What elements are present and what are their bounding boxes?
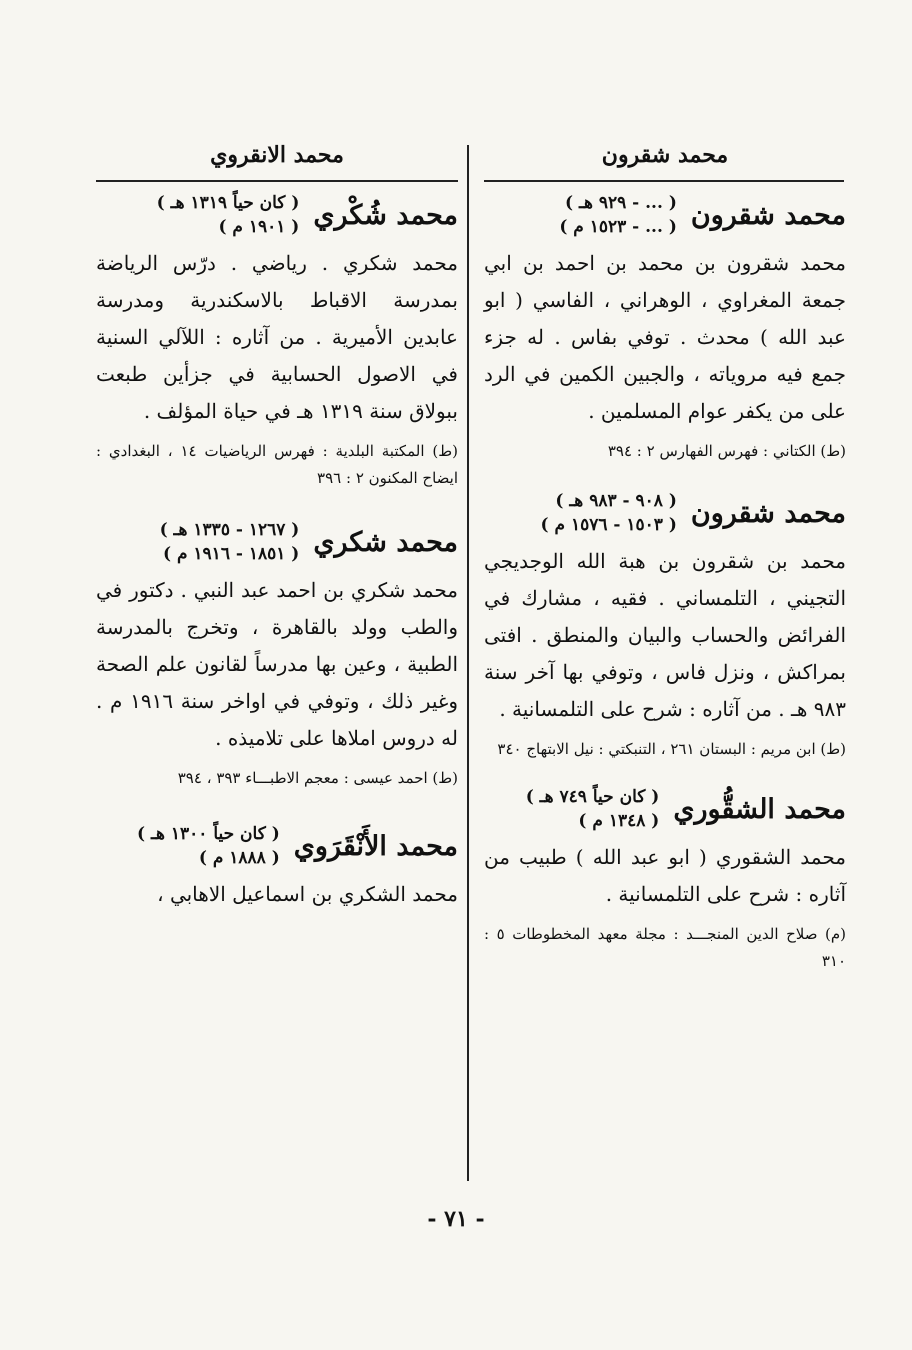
- left-column-header: محمد الانقروي: [210, 142, 344, 168]
- date-gregorian: ( ١٨٥١ - ١٩١٦ م ): [163, 544, 300, 564]
- entry-source: (ط) ابن مريم : البستان ٢٦١ ، التنبكتي : نيل الابتهاج ٣٤٠: [497, 740, 846, 758]
- date-gregorian: ( ١٣٤٨ م ): [578, 811, 660, 831]
- entry-name: محمد الأَنْقَرَوي: [293, 830, 458, 862]
- entry-name: محمد شُكْري: [313, 199, 458, 231]
- entry-heading: [96, 191, 458, 239]
- entry: [484, 191, 846, 465]
- date-hijri: ( ٩٠٨ - ٩٨٣ هـ ): [555, 491, 677, 511]
- entry: [96, 191, 458, 492]
- entry-body: محمد الشقوري ( ابو عبد الله ) طبيب من آثاره : شرح على التلمسانية .: [484, 845, 846, 906]
- entry-heading: [96, 822, 458, 870]
- entry: [96, 822, 458, 913]
- date-hijri: ( كان حياً ١٣٠٠ هـ ): [137, 824, 280, 844]
- entry-body: محمد شكري بن احمد عبد النبي . دكتور في والطب وولد بالقاهرة ، وتخرج بالمدرسة الطبية ، وعين بها مدرساً لقانون علم الصحة وغير ذلك ، وتوفي في اواخر سنة ١٩١٦ م . له دروس املاها على تلاميذه .: [96, 578, 458, 750]
- entry-name: محمد الشقُّوري: [673, 793, 846, 825]
- entry-source: (ط) احمد عيسى : معجم الاطبـــاء ٣٩٣ ، ٣٩٤: [177, 769, 458, 787]
- entry-name: محمد شقرون: [690, 199, 846, 231]
- date-gregorian: ( ١٩٠١ م ): [218, 217, 300, 237]
- entry-dates: [526, 785, 660, 833]
- entry-body: محمد شكري . رياضي . درّس الرياضة بمدرسة الاقباط بالاسكندرية ومدرسة عابدين الأميرية . من آثاره : اللآلي السنية في الاصول الحسابية في جزأين طبعت ببولاق سنة ١٣١٩ هـ في حياة المؤلف .: [96, 251, 458, 423]
- entry-body: محمد الشكري بن اسماعيل الاهابي ،: [157, 882, 458, 906]
- right-column-header: محمد شقرون: [601, 142, 729, 168]
- entry-dates: [559, 191, 677, 239]
- entry-source: (ط) المكتبة البلدية : فهرس الرياضيات ١٤ ، البغدادي : ايضاح المكنون ٢ : ٣٩٦: [96, 442, 458, 487]
- entry-dates: [541, 489, 677, 537]
- entry: [484, 489, 846, 763]
- entry-source: (م) صلاح الدين المنجـــد : مجلة معهد المخطوطات ٥ : ٣١٠: [484, 925, 847, 970]
- date-gregorian: ( ١٨٨٨ م ): [198, 848, 280, 868]
- date-hijri: ( ١٢٦٧ - ١٣٣٥ هـ ): [159, 520, 300, 540]
- entry-dates: [157, 191, 300, 239]
- entry-name: محمد شكري: [313, 526, 458, 558]
- entry: [96, 518, 458, 792]
- page-number: - ٧١ -: [427, 1206, 485, 1232]
- entry-dates: [160, 518, 300, 566]
- entry-heading: [484, 191, 846, 239]
- date-hijri: ( كان حياً ١٣١٩ هـ ): [156, 193, 300, 213]
- date-gregorian: ( ١٥٠٣ - ١٥٧٦ م ): [540, 515, 677, 535]
- entry-heading: [96, 518, 458, 566]
- column-divider: [467, 145, 469, 1181]
- date-hijri: ( كان حياً ٧٤٩ هـ ): [525, 787, 660, 807]
- entry: [484, 785, 846, 975]
- entry-body: محمد بن شقرون بن هبة الله الوجديجي التجيني ، التلمساني . فقيه ، مشارك في الفرائض والحساب والبيان والمنطق . افتى بمراكش ، ونزل فاس ، وتوفي بها آخر سنة ٩٨٣ هـ . من آثاره : شرح على التلمسانية .: [484, 549, 846, 721]
- right-column: [484, 135, 846, 975]
- entry-name: محمد شقرون: [690, 497, 846, 529]
- date-gregorian: ( ... - ١٥٢٣ م ): [559, 217, 677, 237]
- entry-source: (ط) الكتاني : فهرس الفهارس ٢ : ٣٩٤: [607, 442, 846, 460]
- entry-dates: [137, 822, 280, 870]
- entry-heading: [484, 489, 846, 537]
- date-hijri: ( ... - ٩٢٩ هـ ): [565, 193, 677, 213]
- left-column: [96, 135, 458, 913]
- entry-body: محمد شقرون بن محمد بن احمد بن ابي جمعة المغراوي ، الوهراني ، الفاسي ( ابو عبد الله ) محدث . توفي بفاس . له جزء جمع فيه مروياته ، والجبين الكمين في الرد على من يكفر عوام المسلمين .: [484, 251, 846, 423]
- entry-heading: [484, 785, 846, 833]
